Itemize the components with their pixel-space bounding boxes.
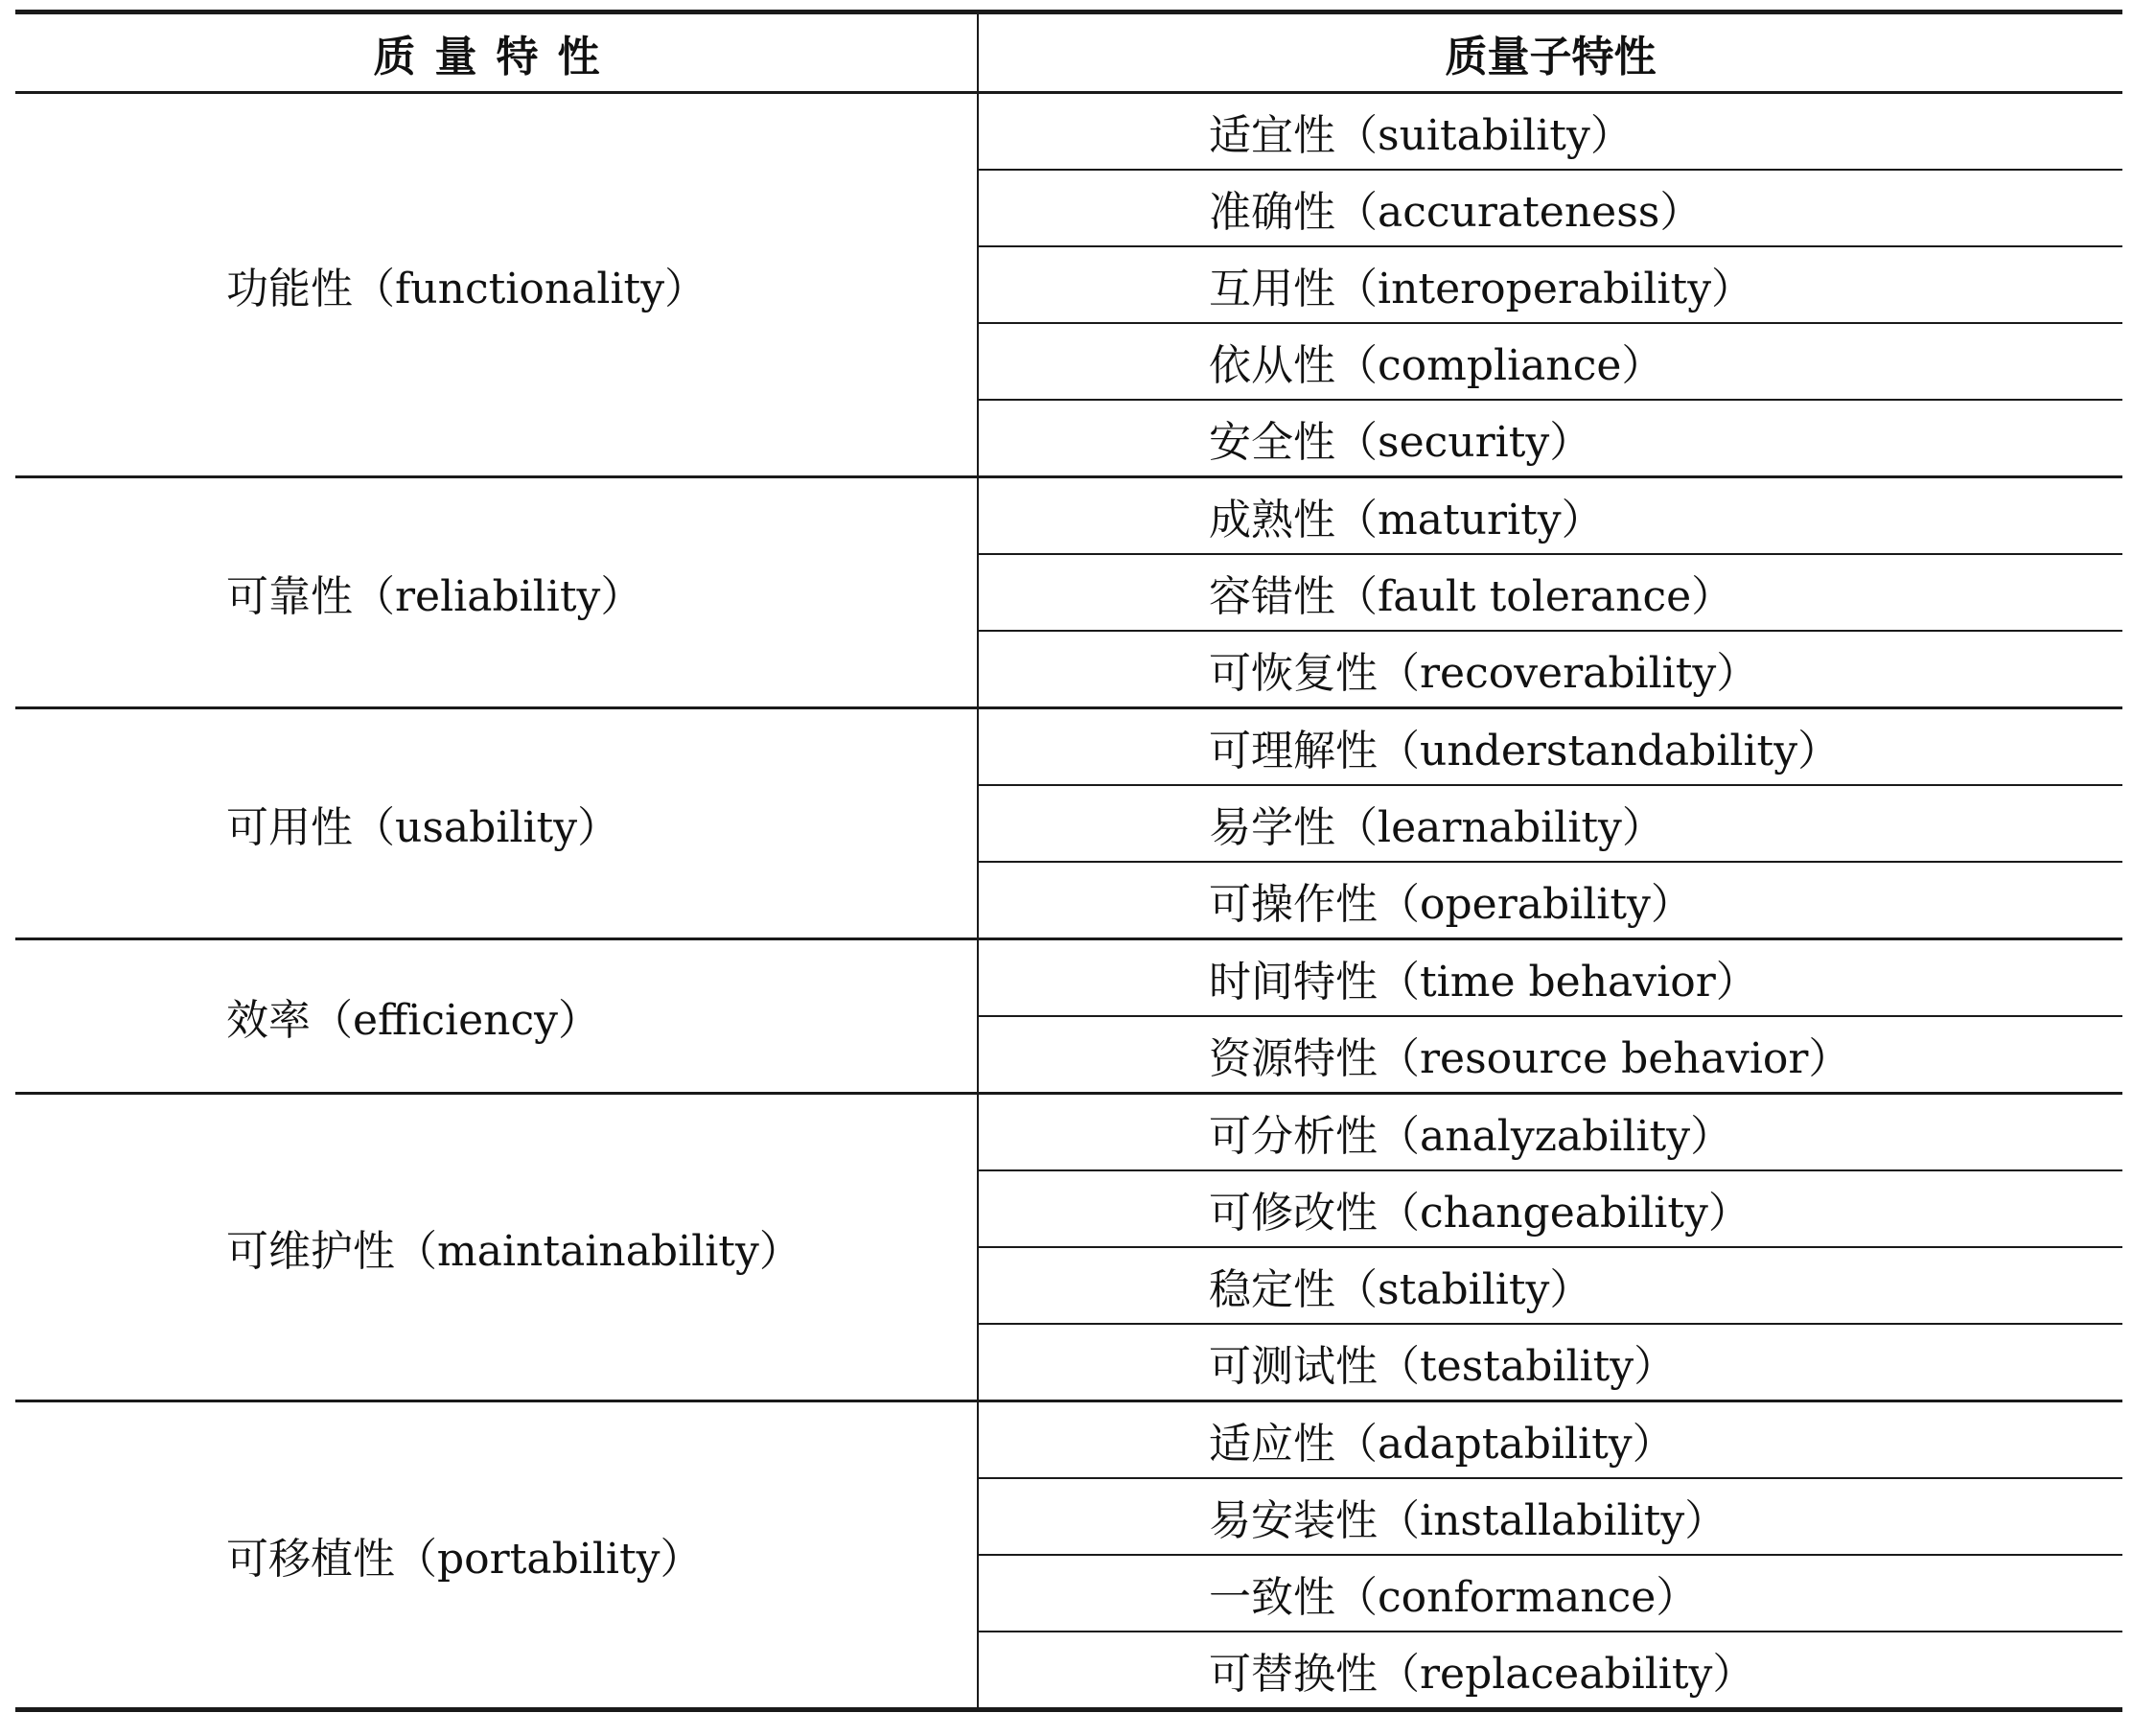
subcharacteristic-cell: 一致性（conformance） [978,1555,2122,1632]
table-row [15,1094,2122,1171]
characteristic-cell: 效率（efficiency） [15,939,978,1094]
characteristic-cell: 可移植性（portability） [15,1401,978,1710]
subcharacteristic-cell: 资源特性（resource behavior） [978,1016,2122,1094]
subcharacteristic-cell: 可测试性（testability） [978,1324,2122,1401]
table-row [15,708,2122,786]
header-characteristic: 质量特性 [15,12,978,93]
table-row [15,477,2122,555]
subcharacteristic-cell: 适宜性（suitability） [978,93,2122,171]
subcharacteristic-cell: 可恢复性（recoverability） [978,631,2122,708]
subcharacteristic-cell: 互用性（interoperability） [978,246,2122,323]
subcharacteristic-cell: 准确性（accurateness） [978,170,2122,246]
subcharacteristic-cell: 易学性（learnability） [978,785,2122,862]
subcharacteristic-cell: 成熟性（maturity） [978,477,2122,555]
quality-characteristics-table [15,10,2122,1712]
subcharacteristic-cell: 安全性（security） [978,400,2122,477]
subcharacteristic-cell: 适应性（adaptability） [978,1401,2122,1479]
table-body [15,93,2122,1710]
subcharacteristic-cell: 时间特性（time behavior） [978,939,2122,1017]
subcharacteristic-cell: 容错性（fault tolerance） [978,554,2122,631]
characteristic-cell: 功能性（functionality） [15,93,978,477]
subcharacteristic-cell: 可理解性（understandability） [978,708,2122,786]
table-header-row [15,12,2122,93]
characteristic-cell: 可维护性（maintainability） [15,1094,978,1401]
subcharacteristic-cell: 易安装性（installability） [978,1478,2122,1555]
subcharacteristic-cell: 可操作性（operability） [978,862,2122,939]
subcharacteristic-cell: 依从性（compliance） [978,323,2122,400]
subcharacteristic-cell: 可分析性（analyzability） [978,1094,2122,1171]
table-row [15,1401,2122,1479]
subcharacteristic-cell: 稳定性（stability） [978,1247,2122,1324]
table-row [15,939,2122,1017]
subcharacteristic-cell: 可替换性（replaceability） [1209,1650,1755,1699]
table-row [15,93,2122,171]
header-subcharacteristic: 质量子特性 [978,12,2122,93]
characteristic-cell: 可靠性（reliability） [15,477,978,708]
characteristic-cell: 可用性（usability） [15,708,978,939]
subcharacteristic-cell: 可修改性（changeability） [978,1170,2122,1247]
